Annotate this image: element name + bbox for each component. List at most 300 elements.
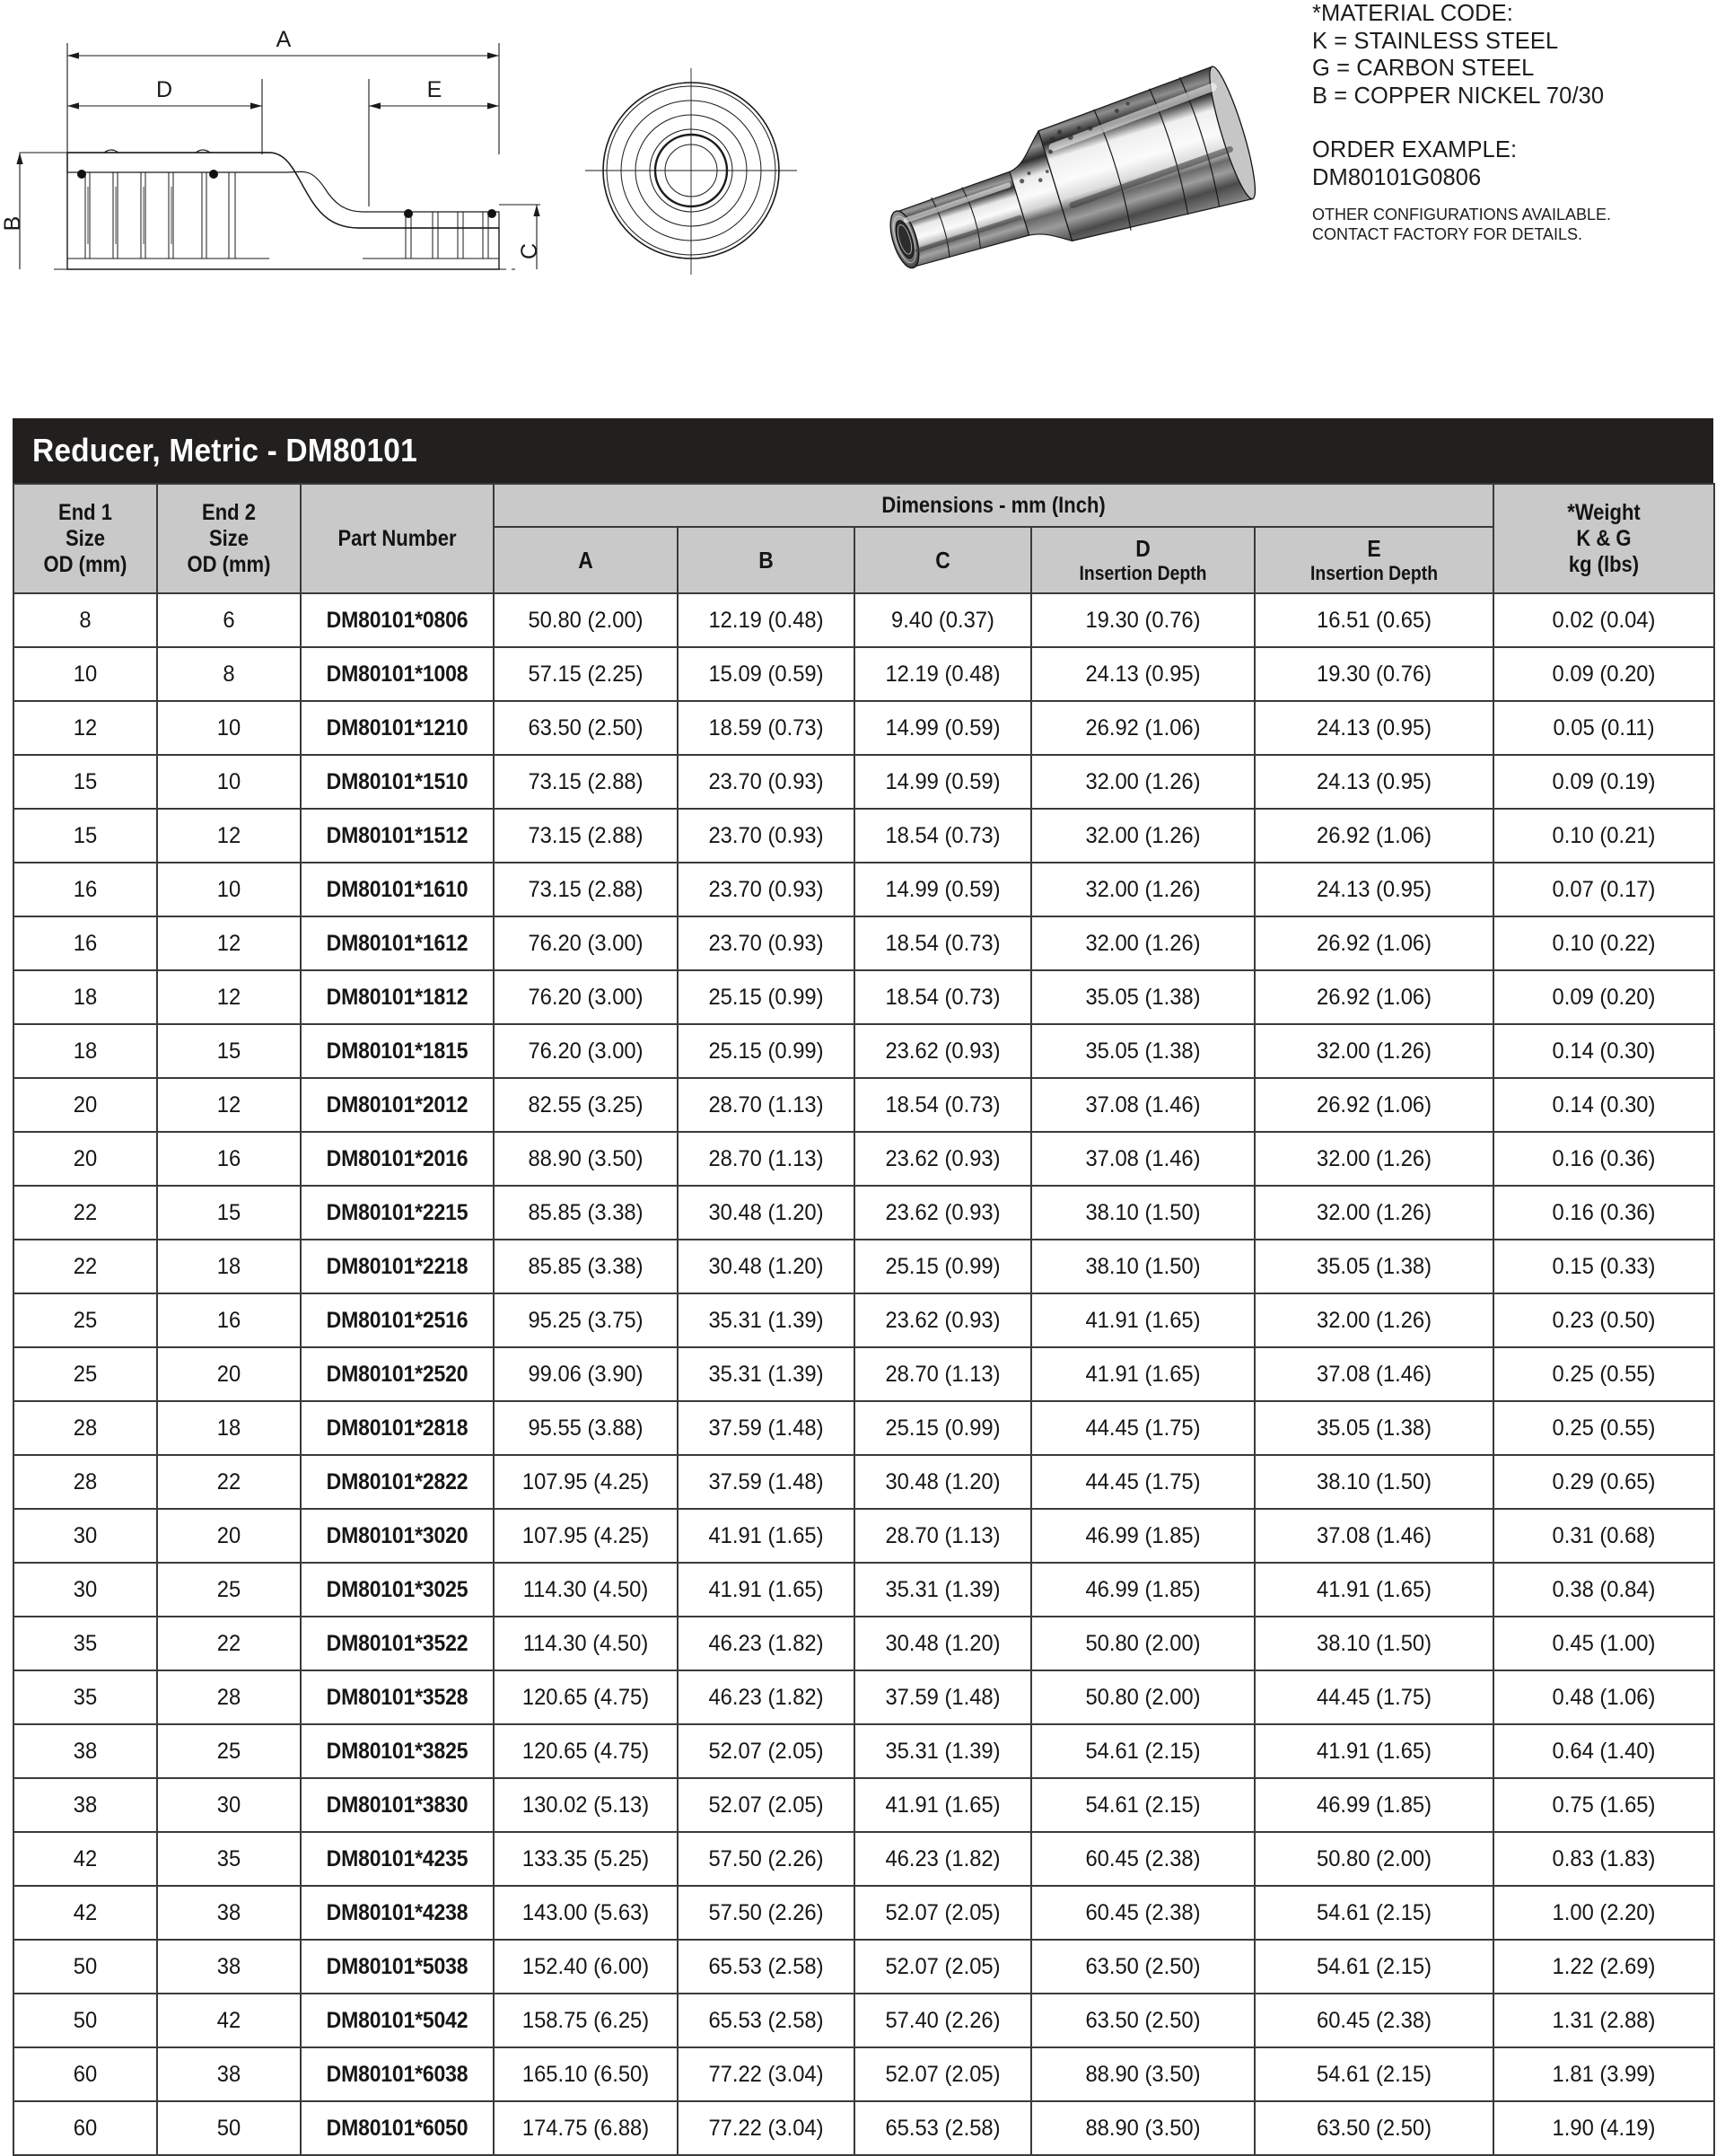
cell-text: 152.40 (6.00) [521,1953,650,1979]
cell-c [854,1940,1031,1994]
cell-end2 [157,1940,301,1994]
cell-b [678,647,854,701]
cell-text: 41.91 (1.65) [708,1576,824,1602]
top-illustration-zone [0,0,1723,413]
cell-e [1255,1455,1493,1509]
cell-a [494,1240,678,1293]
cell-text: 52.07 (2.05) [708,1738,824,1764]
table-row [13,1186,1714,1240]
cell-weight [1493,1347,1714,1401]
col-header-weight [1493,484,1714,593]
cell-end1 [13,1401,157,1455]
cell-part-number [301,1186,494,1240]
cell-part-number [301,2047,494,2101]
notes-spacer-2 [1312,191,1725,206]
table-row [13,916,1714,970]
cell-text: 24.13 (0.95) [1316,768,1432,794]
cell-text: 76.20 (3.00) [528,1038,644,1064]
cell-end1 [13,2047,157,2101]
cell-part-number [301,1832,494,1886]
cell-end2 [157,2047,301,2101]
cell-text: 16 [73,930,98,956]
cell-end2 [157,1132,301,1186]
cell-e [1255,1024,1493,1078]
cell-part-number [301,593,494,647]
cell-text: 30 [216,1792,241,1818]
cell-text: 38.10 (1.50) [1085,1199,1201,1225]
cell-part-number [301,1563,494,1617]
cell-text: 0.29 (0.65) [1552,1468,1656,1494]
cell-text: 28 [216,1684,241,1710]
cell-text: 12 [216,822,241,848]
cell-part-number [301,701,494,755]
cell-end1 [13,863,157,916]
cell-a [494,863,678,916]
product-photo-reducer [835,54,1301,278]
table-row [13,1240,1714,1293]
cell-text: 44.45 (1.75) [1085,1415,1201,1441]
cell-end2 [157,1078,301,1132]
cell-text: 26.92 (1.06) [1316,984,1432,1010]
cell-text: 130.02 (5.13) [521,1792,650,1818]
cell-text: 25.15 (0.99) [885,1253,1001,1279]
cell-text: 65.53 (2.58) [708,2007,824,2033]
cell-text: 23.62 (0.93) [885,1145,1001,1171]
cell-text: 38.10 (1.50) [1085,1253,1201,1279]
cell-text: 12 [216,984,241,1010]
cell-text: 20 [216,1522,241,1548]
cell-text: 35.31 (1.39) [708,1361,824,1387]
cell-text: 14.99 (0.59) [885,876,1001,902]
table-row [13,593,1714,647]
cell-a [494,1293,678,1347]
table-row [13,1832,1714,1886]
table-row [13,647,1714,701]
cell-e [1255,1778,1493,1832]
cell-d [1031,593,1255,647]
cell-end2 [157,755,301,809]
cell-a [494,1078,678,1132]
cell-text: 165.10 (6.50) [521,2061,650,2087]
cell-text: DM80101*1510 [326,768,468,794]
cell-text: 6 [223,607,235,633]
cell-d [1031,1132,1255,1186]
cell-text: 18.54 (0.73) [885,822,1001,848]
table-row [13,1024,1714,1078]
cell-b [678,916,854,970]
cell-text: 38 [216,1899,241,1925]
cell-a [494,1509,678,1563]
cell-text: 12 [216,1091,241,1117]
cell-part-number [301,1024,494,1078]
cell-text: 30.48 (1.20) [885,1630,1001,1656]
cell-text: DM80101*1512 [326,822,468,848]
cell-end2 [157,1455,301,1509]
cell-text: 0.25 (0.55) [1552,1415,1656,1441]
cell-text: 37.08 (1.46) [1085,1091,1201,1117]
cell-d [1031,755,1255,809]
cell-d [1031,1401,1255,1455]
reducer-spec-table [13,483,1715,2156]
cell-text: 25.15 (0.99) [885,1415,1001,1441]
cell-a [494,755,678,809]
cell-end2 [157,1617,301,1670]
cell-b [678,1940,854,1994]
cell-text: 20 [73,1145,98,1171]
dimension-label-b: B [0,215,25,232]
cell-c [854,1509,1031,1563]
cell-text: DM80101*0806 [326,607,468,633]
cell-d [1031,1347,1255,1401]
cell-e [1255,593,1493,647]
cell-text: 12.19 (0.48) [708,607,824,633]
cell-text: 38.10 (1.50) [1316,1630,1432,1656]
cell-end2 [157,1293,301,1347]
cell-c [854,2101,1031,2155]
cell-part-number [301,1509,494,1563]
cell-text: DM80101*4238 [326,1899,468,1925]
cell-a [494,809,678,863]
cell-text: 54.61 (2.15) [1316,1953,1432,1979]
cell-text: 41.91 (1.65) [1085,1307,1201,1333]
cell-text: 28.70 (1.13) [885,1522,1001,1548]
cell-text: 37.08 (1.46) [1316,1522,1432,1548]
cell-c [854,755,1031,809]
cell-text: 35.31 (1.39) [885,1576,1001,1602]
cell-c [854,863,1031,916]
cell-text: 23.62 (0.93) [885,1038,1001,1064]
cell-a [494,916,678,970]
cell-d [1031,1940,1255,1994]
cell-d [1031,1024,1255,1078]
cell-part-number [301,1293,494,1347]
cell-end1 [13,1078,157,1132]
cell-text: 10 [216,768,241,794]
cell-text: DM80101*6038 [326,2061,468,2087]
cell-c [854,1132,1031,1186]
cell-c [854,916,1031,970]
cell-text: 18.54 (0.73) [885,930,1001,956]
table-row [13,701,1714,755]
cell-c [854,1832,1031,1886]
cell-end1 [13,1940,157,1994]
cell-end1 [13,970,157,1024]
material-code-heading: *MATERIAL CODE: [1312,1,1513,26]
table-row [13,1455,1714,1509]
cell-a [494,701,678,755]
cell-end2 [157,1670,301,1724]
table-row [13,809,1714,863]
cell-text: 16 [73,876,98,902]
cell-weight [1493,1024,1714,1078]
table-row [13,1940,1714,1994]
cell-text: 0.09 (0.19) [1552,768,1656,794]
cell-d [1031,1832,1255,1886]
cell-text: 114.30 (4.50) [522,1630,649,1656]
cell-text: 107.95 (4.25) [521,1468,650,1494]
table-row [13,1509,1714,1563]
table-title-bar [13,418,1713,483]
end1-line2: Size [65,525,106,551]
cell-b [678,1132,854,1186]
cell-text: 26.92 (1.06) [1316,1091,1432,1117]
cell-c [854,701,1031,755]
cell-text: 57.50 (2.26) [708,1899,824,1925]
cell-text: 35 [73,1630,98,1656]
cell-text: 120.65 (4.75) [521,1738,650,1764]
cell-text: 25 [73,1307,98,1333]
cell-weight [1493,1724,1714,1778]
cell-text: 0.75 (1.65) [1552,1792,1656,1818]
cell-text: 0.09 (0.20) [1552,984,1656,1010]
cell-weight [1493,1778,1714,1832]
cell-e [1255,1347,1493,1401]
cell-d [1031,1670,1255,1724]
cell-a [494,1994,678,2047]
cell-end1 [13,1724,157,1778]
cell-text: 82.55 (3.25) [528,1091,644,1117]
cell-text: 50.80 (2.00) [1085,1684,1201,1710]
table-head [13,484,1714,593]
cell-text: 30 [73,1576,98,1602]
cell-text: 32.00 (1.26) [1316,1199,1432,1225]
cell-text: 18.54 (0.73) [885,1091,1001,1117]
cell-text: DM80101*2016 [326,1145,468,1171]
cell-text: 41.91 (1.65) [1316,1738,1432,1764]
cell-e [1255,647,1493,701]
cell-a [494,647,678,701]
cell-part-number [301,970,494,1024]
cell-text: 35.05 (1.38) [1085,984,1201,1010]
cell-text: 107.95 (4.25) [521,1522,650,1548]
col-header-e-insertion-depth: E Insertion Depth [1255,527,1493,593]
cell-d [1031,1724,1255,1778]
cell-text: 0.25 (0.55) [1552,1361,1656,1387]
col-header-a: A [494,527,678,593]
cell-c [854,1724,1031,1778]
cell-c [854,1186,1031,1240]
cell-d [1031,970,1255,1024]
cell-text: 77.22 (3.04) [708,2115,824,2141]
cell-text: 37.59 (1.48) [708,1415,824,1441]
cell-end1 [13,701,157,755]
cell-weight [1493,1940,1714,1994]
cell-c [854,1994,1031,2047]
cell-text: DM80101*5042 [326,2007,468,2033]
cell-text: DM80101*2012 [326,1091,468,1117]
cell-weight [1493,1509,1714,1563]
cell-text: 18 [216,1415,241,1441]
cell-d [1031,1509,1255,1563]
cell-part-number [301,755,494,809]
cell-end2 [157,809,301,863]
cell-end2 [157,1563,301,1617]
cell-b [678,2101,854,2155]
cell-text: 65.53 (2.58) [708,1953,824,1979]
cell-text: DM80101*1612 [326,930,468,956]
cell-text: 37.59 (1.48) [708,1468,824,1494]
cell-d [1031,1778,1255,1832]
notes-block [1312,0,1725,244]
cell-text: 35 [216,1845,241,1871]
table-row [13,1724,1714,1778]
cell-part-number [301,1670,494,1724]
cell-e [1255,1563,1493,1617]
cell-text: 0.31 (0.68) [1552,1522,1656,1548]
cell-weight [1493,1617,1714,1670]
table-row [13,1293,1714,1347]
table-row [13,1563,1714,1617]
cell-end2 [157,1240,301,1293]
cell-c [854,809,1031,863]
cell-text: 22 [216,1468,241,1494]
cell-text: 12 [216,930,241,956]
cell-text: DM80101*3830 [326,1792,468,1818]
cell-b [678,809,854,863]
cell-e [1255,916,1493,970]
cell-text: 0.48 (1.06) [1552,1684,1656,1710]
cell-text: 88.90 (3.50) [1085,2115,1201,2141]
cell-text: DM80101*4235 [326,1845,468,1871]
cell-text: 54.61 (2.15) [1316,2061,1432,2087]
cell-text: 35.31 (1.39) [708,1307,824,1333]
cell-text: 41.91 (1.65) [708,1522,824,1548]
cell-e [1255,1940,1493,1994]
cell-c [854,647,1031,701]
cell-c [854,1347,1031,1401]
table-row [13,1617,1714,1670]
cell-part-number [301,1132,494,1186]
footnote-line-1: OTHER CONFIGURATIONS AVAILABLE. [1312,206,1612,223]
table-row [13,1886,1714,1940]
cell-weight [1493,1132,1714,1186]
cell-text: 85.85 (3.38) [528,1199,644,1225]
cell-text: 120.65 (4.75) [521,1684,650,1710]
cell-text: 35.05 (1.38) [1316,1253,1432,1279]
cell-text: 76.20 (3.00) [528,984,644,1010]
cell-text: 32.00 (1.26) [1316,1038,1432,1064]
cell-text: 65.53 (2.58) [885,2115,1001,2141]
table-body [13,593,1714,2155]
cell-part-number [301,1724,494,1778]
notes-spacer [1312,110,1725,136]
cell-text: 15 [216,1038,241,1064]
cell-text: 0.07 (0.17) [1552,876,1656,902]
cell-e [1255,809,1493,863]
order-example-heading: ORDER EXAMPLE: [1312,137,1518,162]
cell-text: 1.81 (3.99) [1552,2061,1656,2087]
col-header-part-number: Part Number [301,484,494,593]
cell-text: 10 [73,661,98,687]
cell-text: 12.19 (0.48) [885,661,1001,687]
cell-text: 50 [73,1953,98,1979]
cell-e [1255,970,1493,1024]
cell-b [678,1670,854,1724]
cell-e [1255,1617,1493,1670]
cell-end1 [13,1563,157,1617]
cell-end1 [13,1132,157,1186]
cell-weight [1493,863,1714,916]
cell-a [494,1563,678,1617]
cell-text: 28.70 (1.13) [885,1361,1001,1387]
cell-b [678,1832,854,1886]
cell-text: DM80101*1210 [326,714,468,741]
cell-a [494,1724,678,1778]
cell-d [1031,701,1255,755]
cell-a [494,1024,678,1078]
cell-weight [1493,755,1714,809]
cell-text: 30.48 (1.20) [885,1468,1001,1494]
cell-text: 54.61 (2.15) [1085,1792,1201,1818]
cell-a [494,593,678,647]
table-row [13,755,1714,809]
cell-text: DM80101*3825 [326,1738,468,1764]
cell-text: 30.48 (1.20) [708,1253,824,1279]
cell-text: 32.00 (1.26) [1085,930,1201,956]
cell-part-number [301,863,494,916]
cell-a [494,2101,678,2155]
table-row [13,1670,1714,1724]
cell-b [678,593,854,647]
cell-text: 25.15 (0.99) [708,984,824,1010]
cell-text: 50 [73,2007,98,2033]
cell-text: 25.15 (0.99) [708,1038,824,1064]
cell-text: 38 [216,2061,241,2087]
cell-weight [1493,2047,1714,2101]
cell-end1 [13,1240,157,1293]
cell-text: 15.09 (0.59) [708,661,824,687]
cell-end2 [157,916,301,970]
cell-c [854,1563,1031,1617]
cell-c [854,1886,1031,1940]
material-code-k: K = STAINLESS STEEL [1312,28,1559,54]
cell-d [1031,809,1255,863]
cell-b [678,1886,854,1940]
cell-text: 46.23 (1.82) [885,1845,1001,1871]
cell-text: 26.92 (1.06) [1316,822,1432,848]
col-header-d-insertion-depth: D Insertion Depth [1031,527,1255,593]
cell-text: 52.07 (2.05) [708,1792,824,1818]
cell-d [1031,1994,1255,2047]
cell-text: 50.80 (2.00) [528,607,644,633]
cell-c [854,1617,1031,1670]
cell-text: 114.30 (4.50) [522,1576,649,1602]
cell-text: 63.50 (2.50) [528,714,644,741]
cell-end1 [13,1886,157,1940]
cell-text: 23.70 (0.93) [708,876,824,902]
cell-b [678,1024,854,1078]
cell-text: 28.70 (1.13) [708,1145,824,1171]
cell-end2 [157,593,301,647]
cell-weight [1493,1563,1714,1617]
cell-text: 0.02 (0.04) [1552,607,1656,633]
cell-text: 54.61 (2.15) [1316,1899,1432,1925]
cell-part-number [301,1778,494,1832]
cell-text: 46.99 (1.85) [1085,1522,1201,1548]
cell-b [678,970,854,1024]
material-code-g: G = CARBON STEEL [1312,56,1535,81]
cell-text: 77.22 (3.04) [708,2061,824,2087]
cell-text: 15 [216,1199,241,1225]
cell-text: 9.40 (0.37) [891,607,994,633]
cell-a [494,1401,678,1455]
cell-part-number [301,1617,494,1670]
cell-text: 42 [73,1899,98,1925]
cell-b [678,1778,854,1832]
cell-b [678,755,854,809]
cell-end1 [13,647,157,701]
cell-text: 18.59 (0.73) [708,714,824,741]
